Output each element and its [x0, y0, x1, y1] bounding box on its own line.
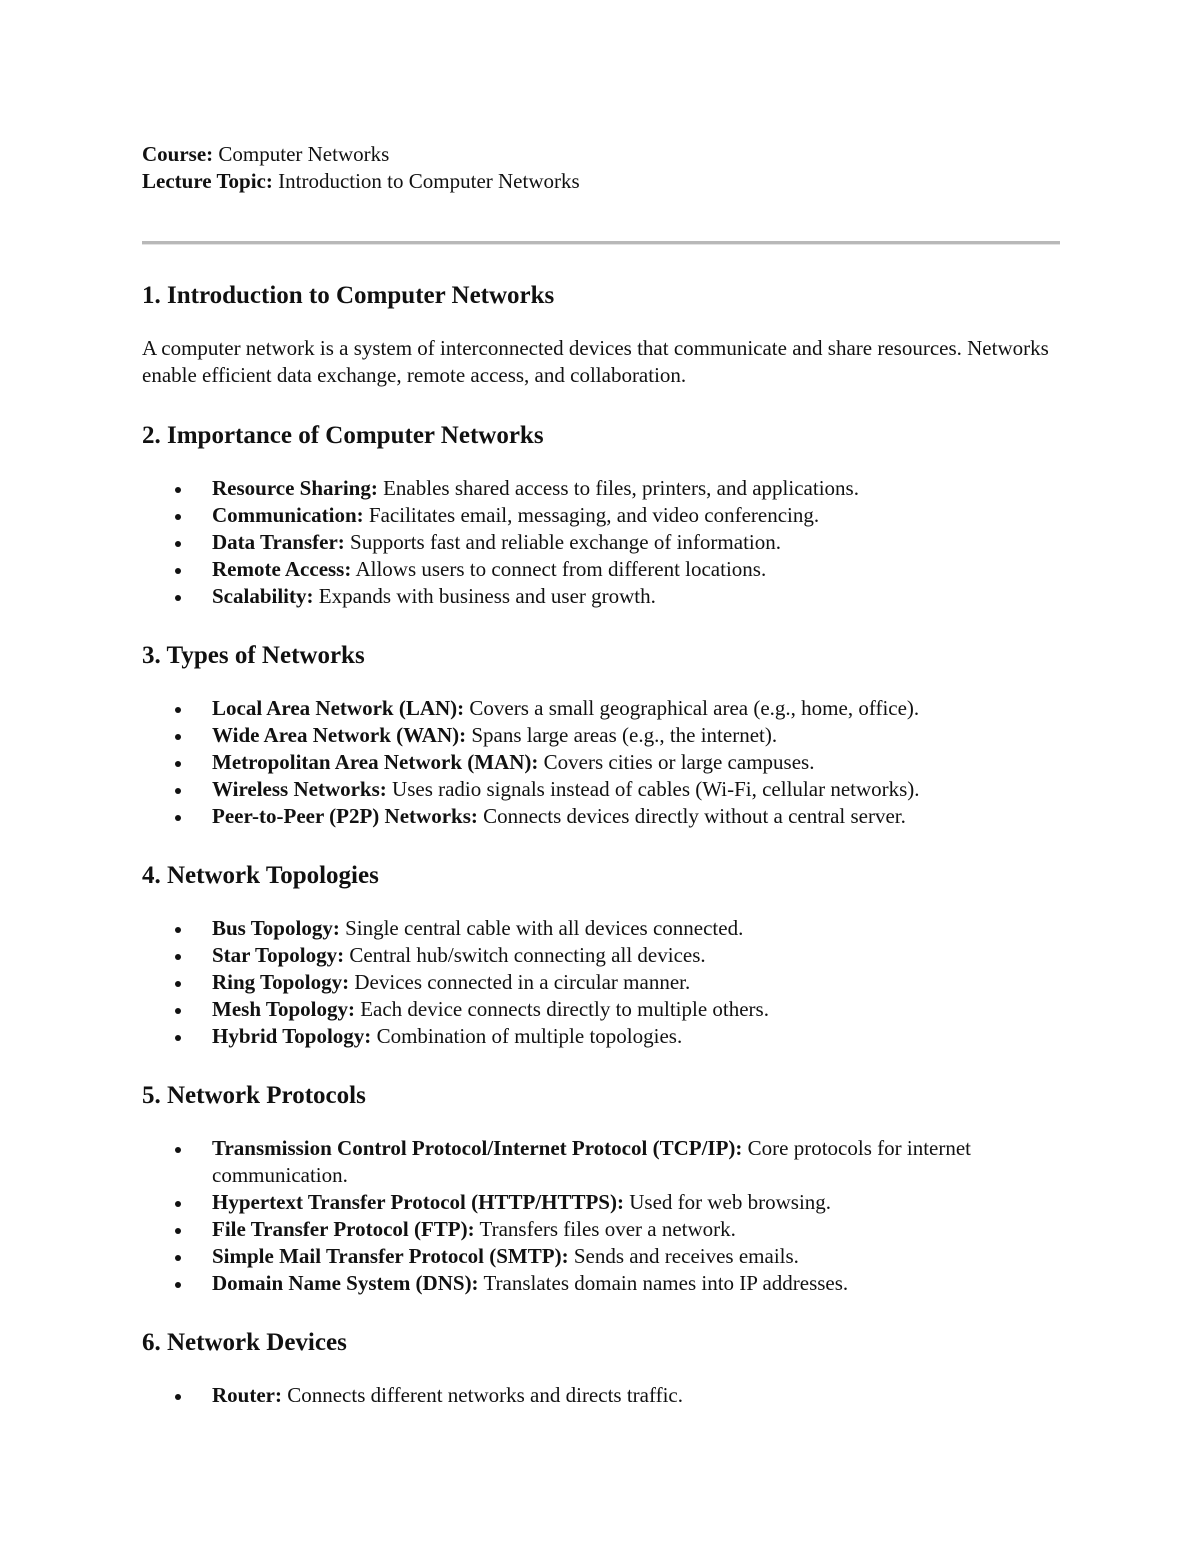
- item-term: Ring Topology:: [212, 970, 350, 994]
- section-network-protocols: [142, 1081, 1060, 1297]
- bullet-icon: [175, 1282, 181, 1288]
- bullet-icon: [175, 1394, 181, 1400]
- list-item: [142, 1270, 1060, 1297]
- lecture-topic-value: Introduction to Computer Networks: [278, 169, 580, 193]
- bullet-icon: [175, 595, 181, 601]
- item-description: Each device connects directly to multiple others.: [360, 997, 769, 1021]
- lecture-topic-label: Lecture Topic:: [142, 169, 273, 193]
- list-item: [142, 529, 1060, 556]
- list-item: [142, 749, 1060, 776]
- bullet-icon: [175, 761, 181, 767]
- item-description: Translates domain names into IP addresses.: [483, 1271, 849, 1295]
- section-heading: 6. Network Devices: [142, 1329, 347, 1356]
- item-description: Single central cable with all devices connected.: [345, 916, 744, 940]
- item-term: Resource Sharing:: [212, 476, 378, 500]
- list-item: [142, 969, 1060, 996]
- item-term: Data Transfer:: [212, 530, 345, 554]
- bullet-icon: [175, 1035, 181, 1041]
- course-label: Course:: [142, 142, 214, 166]
- item-description: Expands with business and user growth.: [318, 584, 656, 608]
- list-item: [142, 803, 1060, 830]
- item-description: Combination of multiple topologies.: [376, 1024, 683, 1048]
- item-term: Remote Access:: [212, 557, 352, 581]
- bullet-icon: [175, 1255, 181, 1261]
- horizontal-rule: [142, 241, 1060, 245]
- item-term: Domain Name System (DNS):: [212, 1271, 479, 1295]
- list-item: [142, 695, 1060, 722]
- item-description: Supports fast and reliable exchange of information.: [350, 530, 781, 554]
- course-line: [142, 141, 1060, 168]
- list-item: [142, 1023, 1060, 1050]
- bullet-icon: [175, 954, 181, 960]
- section-network-devices: [142, 1328, 1060, 1409]
- item-description: Enables shared access to files, printers, and applications.: [383, 476, 859, 500]
- item-term: Transmission Control Protocol/Internet Protocol (TCP/IP):: [212, 1136, 743, 1160]
- bullet-list: [142, 1135, 1060, 1297]
- bullet-list: [142, 1382, 1060, 1409]
- item-term: Communication:: [212, 503, 364, 527]
- bullet-icon: [175, 981, 181, 987]
- bullet-icon: [175, 541, 181, 547]
- item-description: Uses radio signals instead of cables (Wi-Fi, cellular networks).: [392, 777, 920, 801]
- item-term: Peer-to-Peer (P2P) Networks:: [212, 804, 478, 828]
- section-heading: 1. Introduction to Computer Networks: [142, 282, 555, 309]
- item-description: Sends and receives emails.: [573, 1244, 799, 1268]
- item-description: Allows users to connect from different locations.: [355, 557, 767, 581]
- item-term: Wireless Networks:: [212, 777, 387, 801]
- item-term: Mesh Topology:: [212, 997, 355, 1021]
- list-item: [142, 1382, 1060, 1409]
- item-term: Local Area Network (LAN):: [212, 696, 465, 720]
- bullet-icon: [175, 927, 181, 933]
- section-types-of-networks: [142, 641, 1060, 830]
- bullet-icon: [175, 487, 181, 493]
- section-heading: 4. Network Topologies: [142, 862, 379, 889]
- item-description: Used for web browsing.: [629, 1190, 832, 1214]
- list-item: [142, 996, 1060, 1023]
- item-description: Transfers files over a network.: [479, 1217, 736, 1241]
- bullet-list: [142, 695, 1060, 830]
- list-item: [142, 915, 1060, 942]
- list-item: [142, 1189, 1060, 1216]
- item-description: Central hub/switch connecting all devices.: [349, 943, 706, 967]
- item-description: Connects devices directly without a central server.: [483, 804, 906, 828]
- item-description: Covers cities or large campuses.: [543, 750, 815, 774]
- item-term: Bus Topology:: [212, 916, 340, 940]
- item-term: Hybrid Topology:: [212, 1024, 372, 1048]
- list-item: [142, 1216, 1060, 1243]
- section-heading: 3. Types of Networks: [142, 642, 365, 669]
- section-introduction: [142, 281, 1060, 389]
- bullet-icon: [175, 1147, 181, 1153]
- list-item: [142, 583, 1060, 610]
- course-value: Computer Networks: [218, 142, 390, 166]
- item-term: Router:: [212, 1383, 282, 1407]
- item-description: Facilitates email, messaging, and video conferencing.: [368, 503, 820, 527]
- section-importance: [142, 421, 1060, 610]
- list-item: [142, 475, 1060, 502]
- list-item: [142, 722, 1060, 749]
- item-description: Devices connected in a circular manner.: [354, 970, 691, 994]
- list-item: [142, 942, 1060, 969]
- item-description: Spans large areas (e.g., the internet).: [471, 723, 778, 747]
- bullet-icon: [175, 514, 181, 520]
- list-item: [142, 1135, 1060, 1189]
- list-item: [142, 776, 1060, 803]
- item-term: Simple Mail Transfer Protocol (SMTP):: [212, 1244, 569, 1268]
- list-item: [142, 1243, 1060, 1270]
- bullet-icon: [175, 1008, 181, 1014]
- bullet-icon: [175, 707, 181, 713]
- bullet-list: [142, 475, 1060, 610]
- bullet-icon: [175, 568, 181, 574]
- bullet-icon: [175, 734, 181, 740]
- item-term: File Transfer Protocol (FTP):: [212, 1217, 475, 1241]
- item-term: Hypertext Transfer Protocol (HTTP/HTTPS):: [212, 1190, 624, 1214]
- item-description: Core protocols for internet communication.: [212, 1136, 971, 1187]
- section-paragraph: A computer network is a system of interconnected devices that communicate and share resources. Networks enable efficient data exchange, remote access, and collaboration.: [142, 336, 1049, 387]
- section-heading: 2. Importance of Computer Networks: [142, 422, 544, 449]
- list-item: [142, 502, 1060, 529]
- list-item: [142, 556, 1060, 583]
- section-network-topologies: [142, 861, 1060, 1050]
- section-heading: 5. Network Protocols: [142, 1082, 366, 1109]
- item-description: Covers a small geographical area (e.g., home, office).: [469, 696, 920, 720]
- document-page: [142, 141, 1060, 1407]
- bullet-icon: [175, 1228, 181, 1234]
- bullet-icon: [175, 815, 181, 821]
- item-term: Scalability:: [212, 584, 314, 608]
- bullet-icon: [175, 788, 181, 794]
- item-term: Star Topology:: [212, 943, 345, 967]
- lecture-topic-line: [142, 168, 1060, 195]
- item-term: Wide Area Network (WAN):: [212, 723, 467, 747]
- item-description: Connects different networks and directs traffic.: [287, 1383, 683, 1407]
- bullet-list: [142, 915, 1060, 1050]
- item-term: Metropolitan Area Network (MAN):: [212, 750, 539, 774]
- bullet-icon: [175, 1201, 181, 1207]
